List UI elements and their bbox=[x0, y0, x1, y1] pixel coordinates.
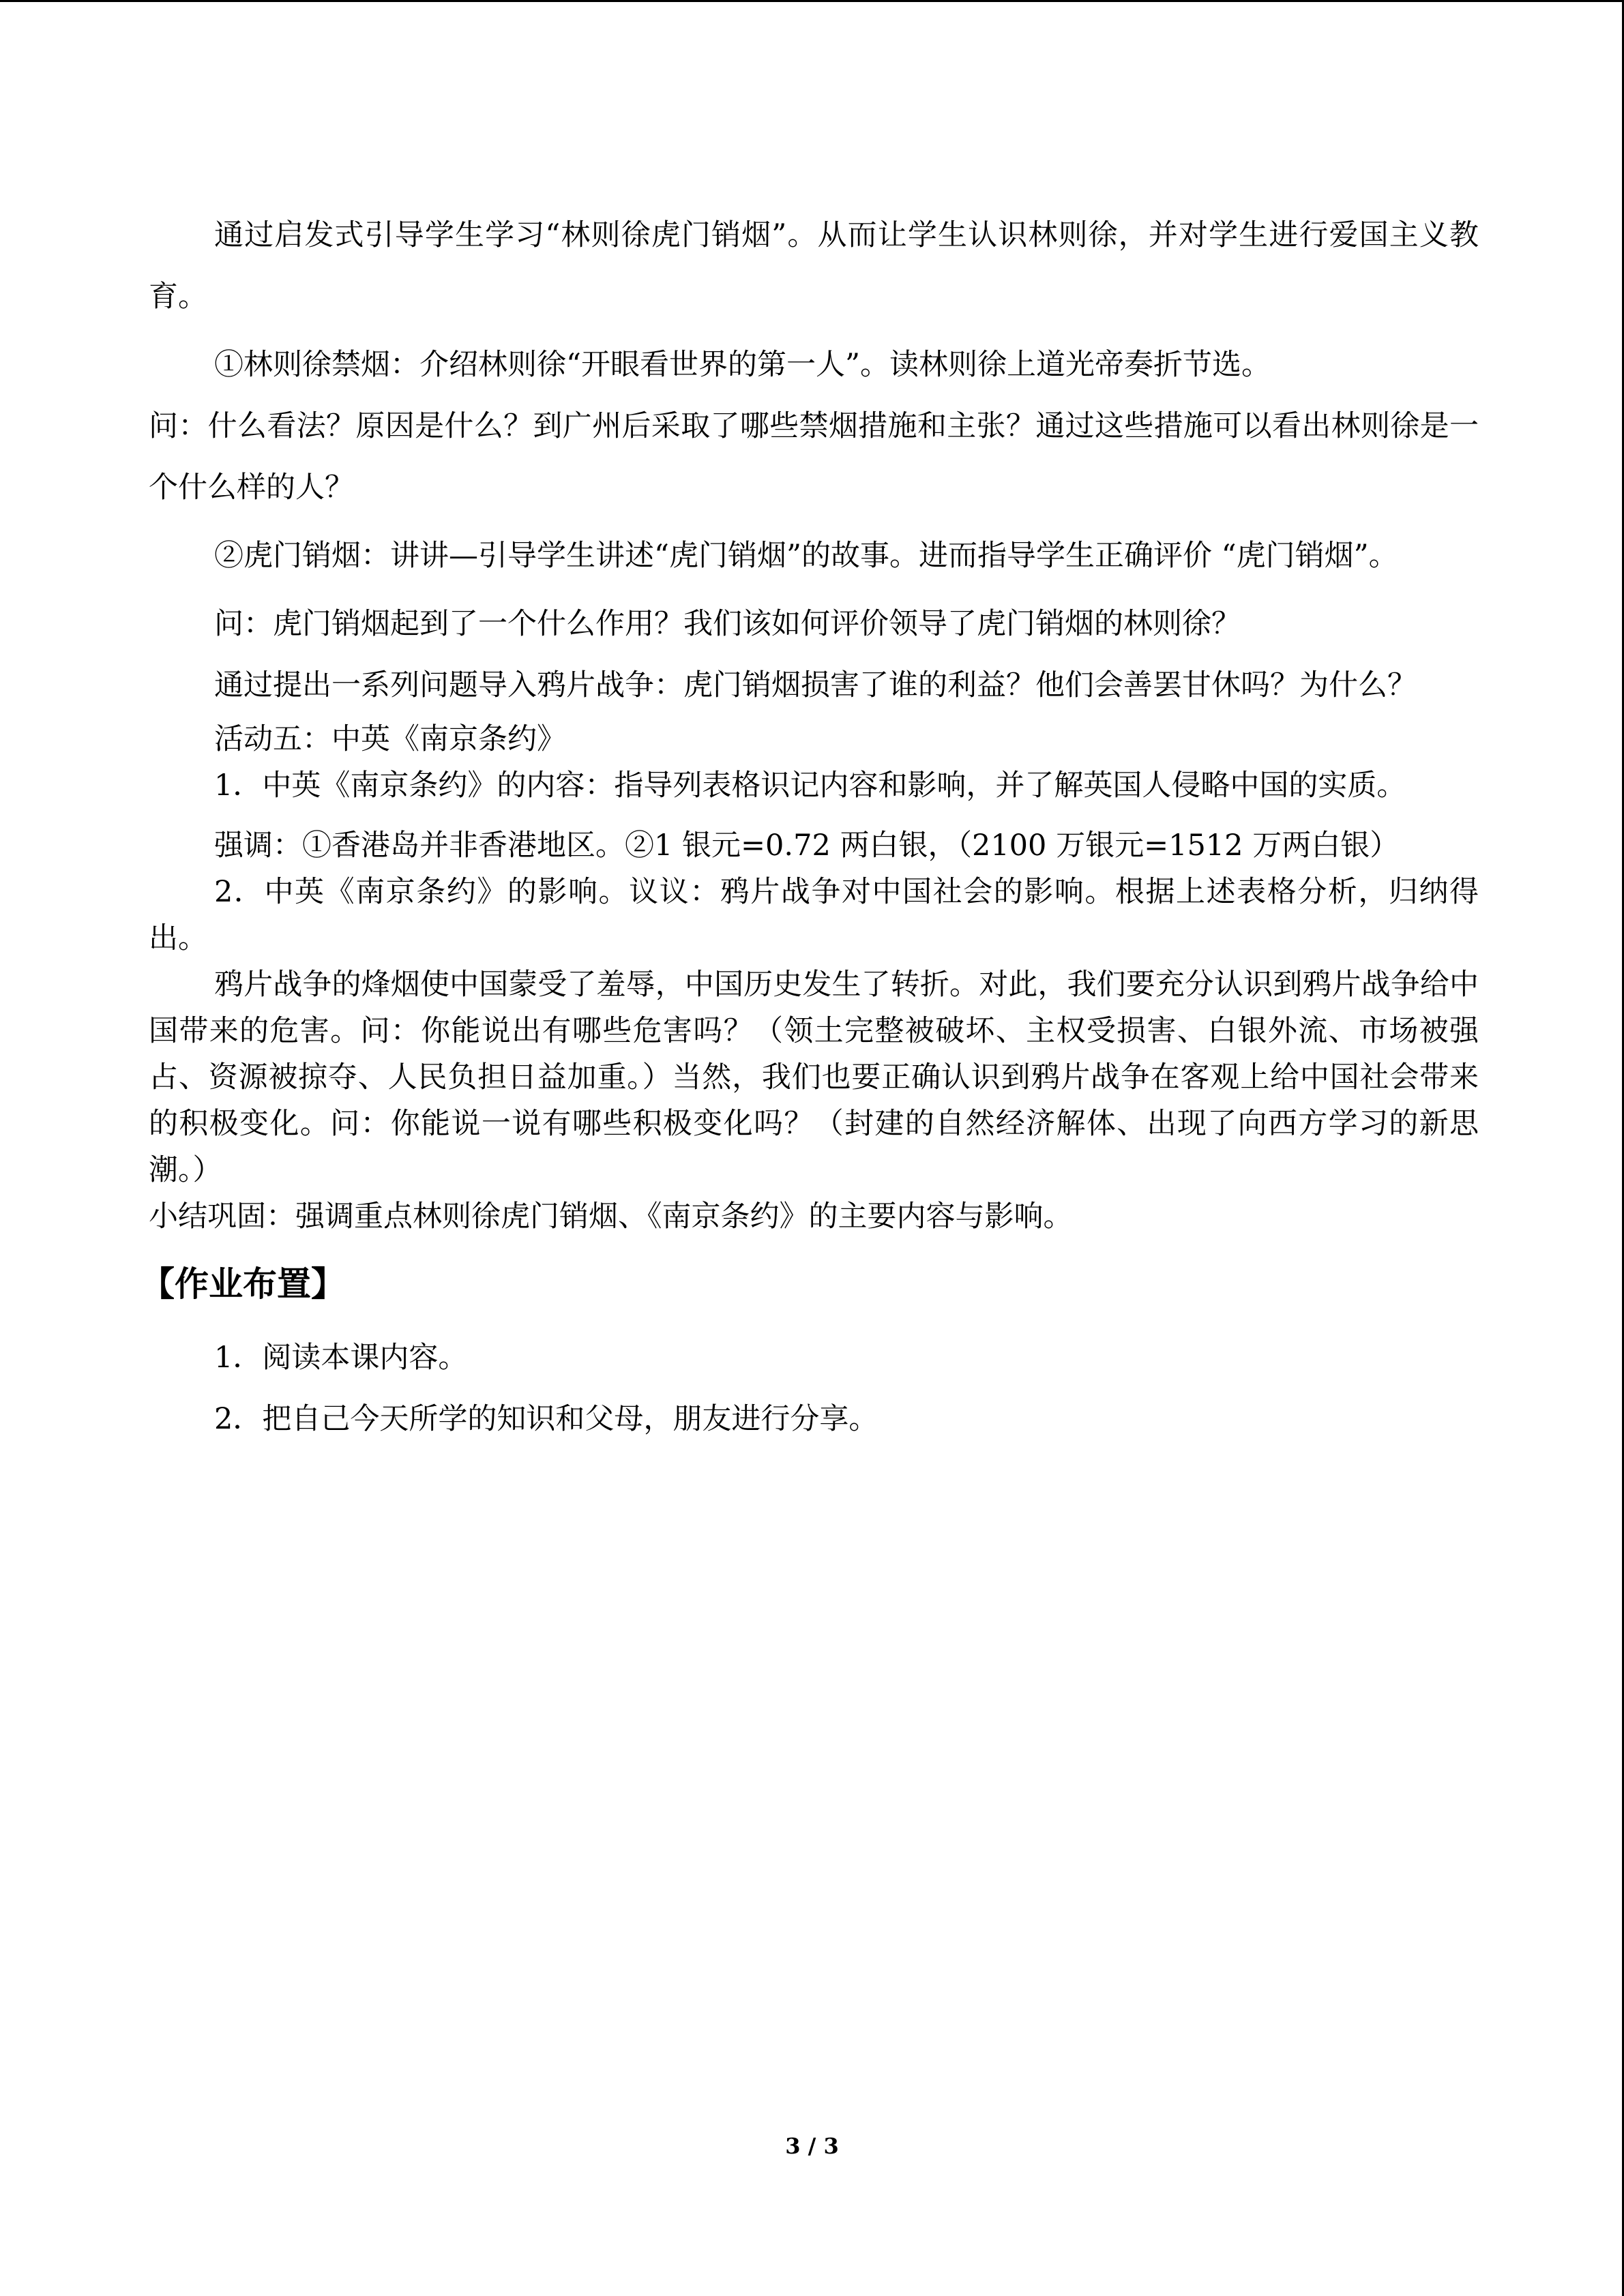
paragraph-opium-war-intro: 通过提出一系列问题导入鸦片战争：虎门销烟损害了谁的利益？他们会善罢甘休吗？为什么？ bbox=[214, 668, 1417, 702]
paragraph-questions: 问：什么看法？原因是什么？到广州后采取了哪些禁烟措施和主张？通过这些措施可以看出林则徐是一个什么样的人？ bbox=[149, 409, 1479, 505]
paragraph-war-analysis: 鸦片战争的烽烟使中国蒙受了羞辱，中国历史发生了转折。对此，我们要充分认识到鸦片战争给中国带来的危害。问：你能说出有哪些危害吗？（领土完整被破坏、主权受损害、白银外流、市场被强占、资源被掠夺、人民负担日益加重。）当然，我们也要正确认识到鸦片战争在客观上给中国社会带来的积极变化。问：你能说一说有哪些积极变化吗？（封建的自然经济解体、出现了向西方学习的新思潮。） bbox=[149, 968, 1479, 1187]
paragraph-treaty-impact: 2．中英《南京条约》的影响。议议：鸦片战争对中国社会的影响。根据上述表格分析，归纳得出。 bbox=[149, 875, 1479, 955]
paragraph-humen: ②虎门销烟：讲讲—引导学生讲述“虎门销烟”的故事。进而指导学生正确评价 “虎门销烟”。 bbox=[214, 539, 1398, 573]
paragraph-intro: 通过启发式引导学生学习“林则徐虎门销烟”。从而让学生认识林则徐，并对学生进行爱国主义教育。 bbox=[149, 218, 1479, 314]
paragraph-summary: 小结巩固：强调重点林则徐虎门销烟、《南京条约》的主要内容与影响。 bbox=[149, 1199, 1073, 1234]
paragraph-humen-question: 问：虎门销烟起到了一个什么作用？我们该如何评价领导了虎门销烟的林则徐？ bbox=[214, 607, 1241, 641]
homework-heading: 【作业布置】 bbox=[141, 1264, 345, 1304]
paragraph-emphasis: 强调：①香港岛并非香港地区。②1 银元=0.72 两白银，（2100 万银元=1512 万两白银） bbox=[214, 829, 1400, 863]
homework-item-1: 1．阅读本课内容。 bbox=[214, 1341, 468, 1375]
paragraph-activity-five: 活动五：中英《南京条约》 bbox=[214, 722, 566, 756]
homework-item-2: 2．把自己今天所学的知识和父母，朋友进行分享。 bbox=[214, 1402, 879, 1436]
page-number: 3 / 3 bbox=[785, 2133, 839, 2159]
document-body bbox=[141, 205, 1479, 1450]
paragraph-lin-zexu-ban: ①林则徐禁烟：介绍林则徐“开眼看世界的第一人”。读林则徐上道光帝奏折节选。 bbox=[214, 348, 1271, 382]
paragraph-treaty-content: 1．中英《南京条约》的内容：指导列表格识记内容和影响，并了解英国人侵略中国的实质。 bbox=[214, 769, 1406, 803]
